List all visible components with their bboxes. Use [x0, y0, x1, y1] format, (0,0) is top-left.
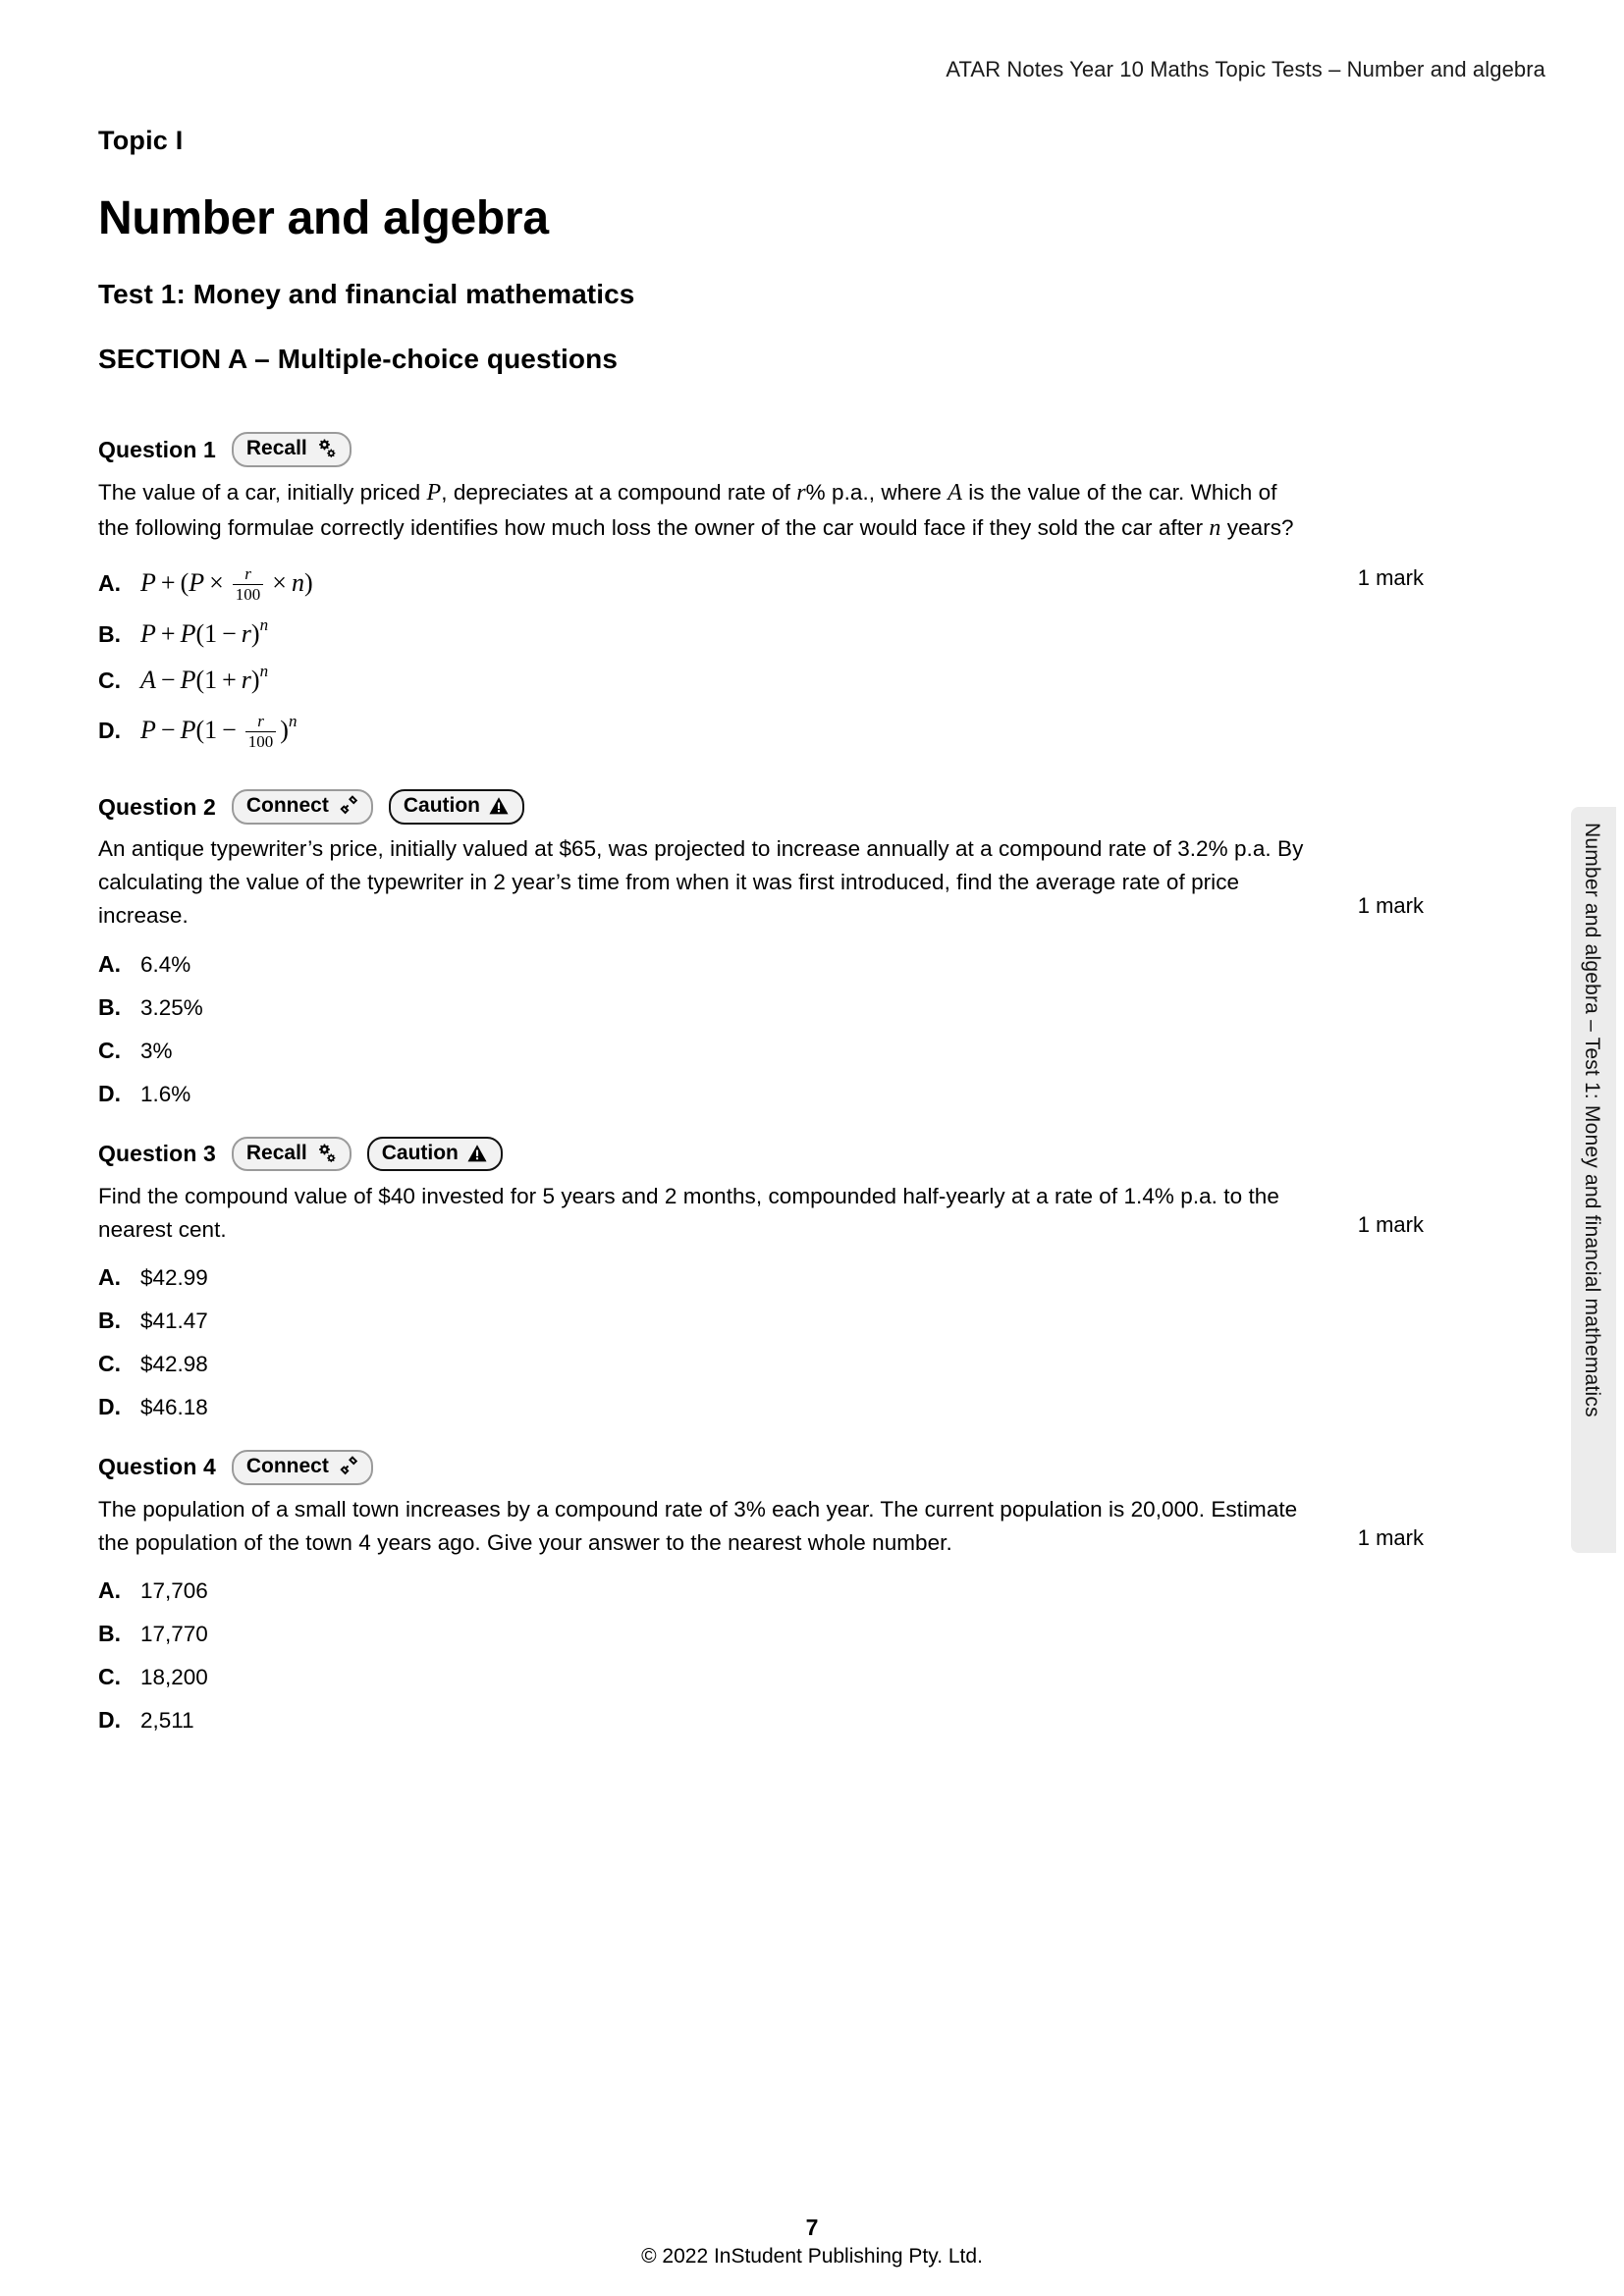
badge-connect-label: Connect [245, 1455, 329, 1478]
test-title: Test 1: Money and financial mathematics [98, 279, 635, 309]
option-c-formula: A − P ( 1 + r ) n [140, 661, 269, 694]
link-icon [337, 1456, 358, 1477]
question-3-text: Find the compound value of $40 invested for 5 years and 2 months, compounded half-yearly at a rate of 1.4% p.a. to the nearest cent. [98, 1183, 1279, 1242]
question-4-text: The population of a small town increases by a compound rate of 3% each year. The current population is 20,000. Estimate the population of the town 4 years ago. Give your answer to the nearest whole number. [98, 1496, 1298, 1556]
option-a[interactable] [98, 564, 1532, 603]
option-b[interactable] [98, 614, 1532, 649]
q1-var-A: A [947, 480, 962, 506]
question-2-options [98, 951, 1532, 1107]
option-c-text: $42.98 [140, 1351, 208, 1376]
option-d-letter: D. [98, 1393, 121, 1419]
option-b-letter: B. [98, 993, 121, 1020]
option-d-text: 2,511 [140, 1708, 194, 1734]
option-d[interactable] [98, 1394, 1532, 1420]
option-b-letter: B. [98, 1307, 121, 1333]
question-block-1 [98, 432, 1532, 750]
option-a-letter: A. [98, 1577, 121, 1604]
warning-triangle-icon [466, 1143, 488, 1164]
topic-label: Topic I [98, 126, 184, 155]
question-4-body [98, 1493, 1424, 1560]
option-a[interactable] [98, 951, 1532, 978]
question-2-number: Question 2 [98, 793, 216, 820]
badge-recall[interactable] [232, 432, 352, 466]
badge-connect[interactable] [232, 789, 373, 824]
option-d-formula: P − P ( 1 − $\frac{r}{100}$ ) n [140, 711, 298, 751]
question-2-body [98, 832, 1424, 934]
page-title: Number and algebra [98, 192, 549, 244]
question-1-header [98, 432, 1532, 467]
q1-line1-part5: % p.a., where [805, 480, 948, 505]
option-a-letter: A. [98, 1263, 121, 1290]
option-d[interactable] [98, 712, 1532, 750]
option-c-letter: C. [98, 1350, 121, 1376]
option-d-letter: D. [98, 718, 121, 744]
link-icon [337, 795, 358, 817]
option-a-letter: A. [98, 570, 121, 597]
question-2-header [98, 789, 1532, 825]
page-footer [0, 2215, 1624, 2269]
section-title: SECTION A – Multiple-choice questions [98, 344, 619, 374]
option-a[interactable] [98, 1264, 1532, 1291]
option-d[interactable] [98, 1707, 1532, 1734]
q1-var-n: n [1209, 515, 1221, 542]
badge-recall-label: Recall [245, 1141, 307, 1164]
badge-recall-label: Recall [245, 437, 307, 460]
q1-var-P: P [426, 480, 442, 506]
question-1-number: Question 1 [98, 436, 216, 462]
page-number: 7 [805, 2215, 819, 2240]
question-block-2 [98, 789, 1532, 1107]
option-b-text: 3.25% [140, 994, 203, 1020]
question-1-mark: 1 mark [1357, 565, 1424, 590]
gears-icon [315, 438, 337, 459]
question-4-mark: 1 mark [1357, 1524, 1424, 1550]
badge-caution-label: Caution [403, 794, 481, 818]
question-block-4 [98, 1450, 1532, 1734]
q1-line3-part3: years? [1220, 515, 1294, 541]
option-d[interactable] [98, 1081, 1532, 1107]
page-content [98, 126, 1532, 1763]
question-4-header [98, 1450, 1532, 1485]
copyright-notice: © 2022 InStudent Publishing Pty. Ltd. [641, 2245, 983, 2268]
question-3-body [98, 1180, 1424, 1247]
side-tab-label: Number and algebra – Test 1: Money and financial mathematics [1581, 823, 1603, 1417]
option-b-letter: B. [98, 620, 121, 647]
option-d-letter: D. [98, 1080, 121, 1106]
option-a[interactable] [98, 1577, 1532, 1604]
option-c[interactable] [98, 1664, 1532, 1690]
badge-caution[interactable] [367, 1137, 503, 1171]
option-c[interactable] [98, 1351, 1532, 1377]
question-block-3 [98, 1137, 1532, 1420]
option-c[interactable] [98, 661, 1532, 695]
question-3-options [98, 1264, 1532, 1420]
option-a-text: 17,706 [140, 1578, 208, 1604]
q1-line1-part7: is the value of the car. [961, 480, 1185, 505]
option-b[interactable] [98, 1621, 1532, 1647]
question-1-text [98, 475, 1306, 547]
question-3-mark: 1 mark [1357, 1211, 1424, 1237]
option-d-letter: D. [98, 1707, 121, 1734]
badge-caution-label: Caution [381, 1141, 459, 1164]
question-2-mark: 1 mark [1357, 893, 1424, 918]
option-b[interactable] [98, 1308, 1532, 1334]
option-a-text: $42.99 [140, 1264, 208, 1290]
question-4-number: Question 4 [98, 1454, 216, 1480]
question-4-options [98, 1577, 1532, 1734]
warning-triangle-icon [488, 795, 510, 817]
badge-connect-label: Connect [245, 794, 329, 818]
option-d-text: 1.6% [140, 1081, 191, 1106]
question-1-options [98, 564, 1532, 750]
option-b[interactable] [98, 994, 1532, 1021]
badge-caution[interactable] [389, 789, 524, 824]
option-d-text: $46.18 [140, 1394, 208, 1419]
question-3-header [98, 1137, 1532, 1172]
option-c-letter: C. [98, 1664, 121, 1690]
question-3-number: Question 3 [98, 1141, 216, 1167]
option-c-letter: C. [98, 667, 121, 693]
gears-icon [315, 1143, 337, 1164]
option-c-text: 18,200 [140, 1665, 208, 1690]
running-header: ATAR Notes Year 10 Maths Topic Tests – Number and algebra [946, 57, 1545, 81]
option-c-text: 3% [140, 1038, 173, 1063]
option-a-letter: A. [98, 950, 121, 977]
q1-line2: Which of the following formulae correctly identifies how much loss the owner of the car would face if they sold the [98, 480, 1277, 541]
option-c-letter: C. [98, 1037, 121, 1063]
q1-line1-part3: , depreciates at a compound rate of [441, 480, 797, 505]
option-a-formula: P + ( P × $\frac{r}{100}$ × n ) [140, 563, 313, 604]
side-tab [1571, 807, 1616, 1553]
q1-line1-part1: The value of a car, initially priced [98, 480, 427, 505]
question-2-text: An antique typewriter’s price, initially valued at $65, was projected to increase annually at a compound rate of 3.2% p.a. By calculating the value of the typewriter in 2 year’s time from when it was first introduced, find the average rate of price increase. [98, 836, 1304, 929]
option-c[interactable] [98, 1038, 1532, 1064]
badge-recall[interactable] [232, 1137, 352, 1171]
q1-var-r: r [796, 480, 806, 506]
badge-connect[interactable] [232, 1450, 373, 1484]
option-b-text: 17,770 [140, 1622, 208, 1647]
option-b-formula: P + P ( 1 − r ) n [140, 614, 269, 648]
option-b-letter: B. [98, 1621, 121, 1647]
q1-line3-part1: car after [1121, 515, 1210, 541]
option-b-text: $41.47 [140, 1308, 208, 1333]
option-a-text: 6.4% [140, 951, 191, 977]
